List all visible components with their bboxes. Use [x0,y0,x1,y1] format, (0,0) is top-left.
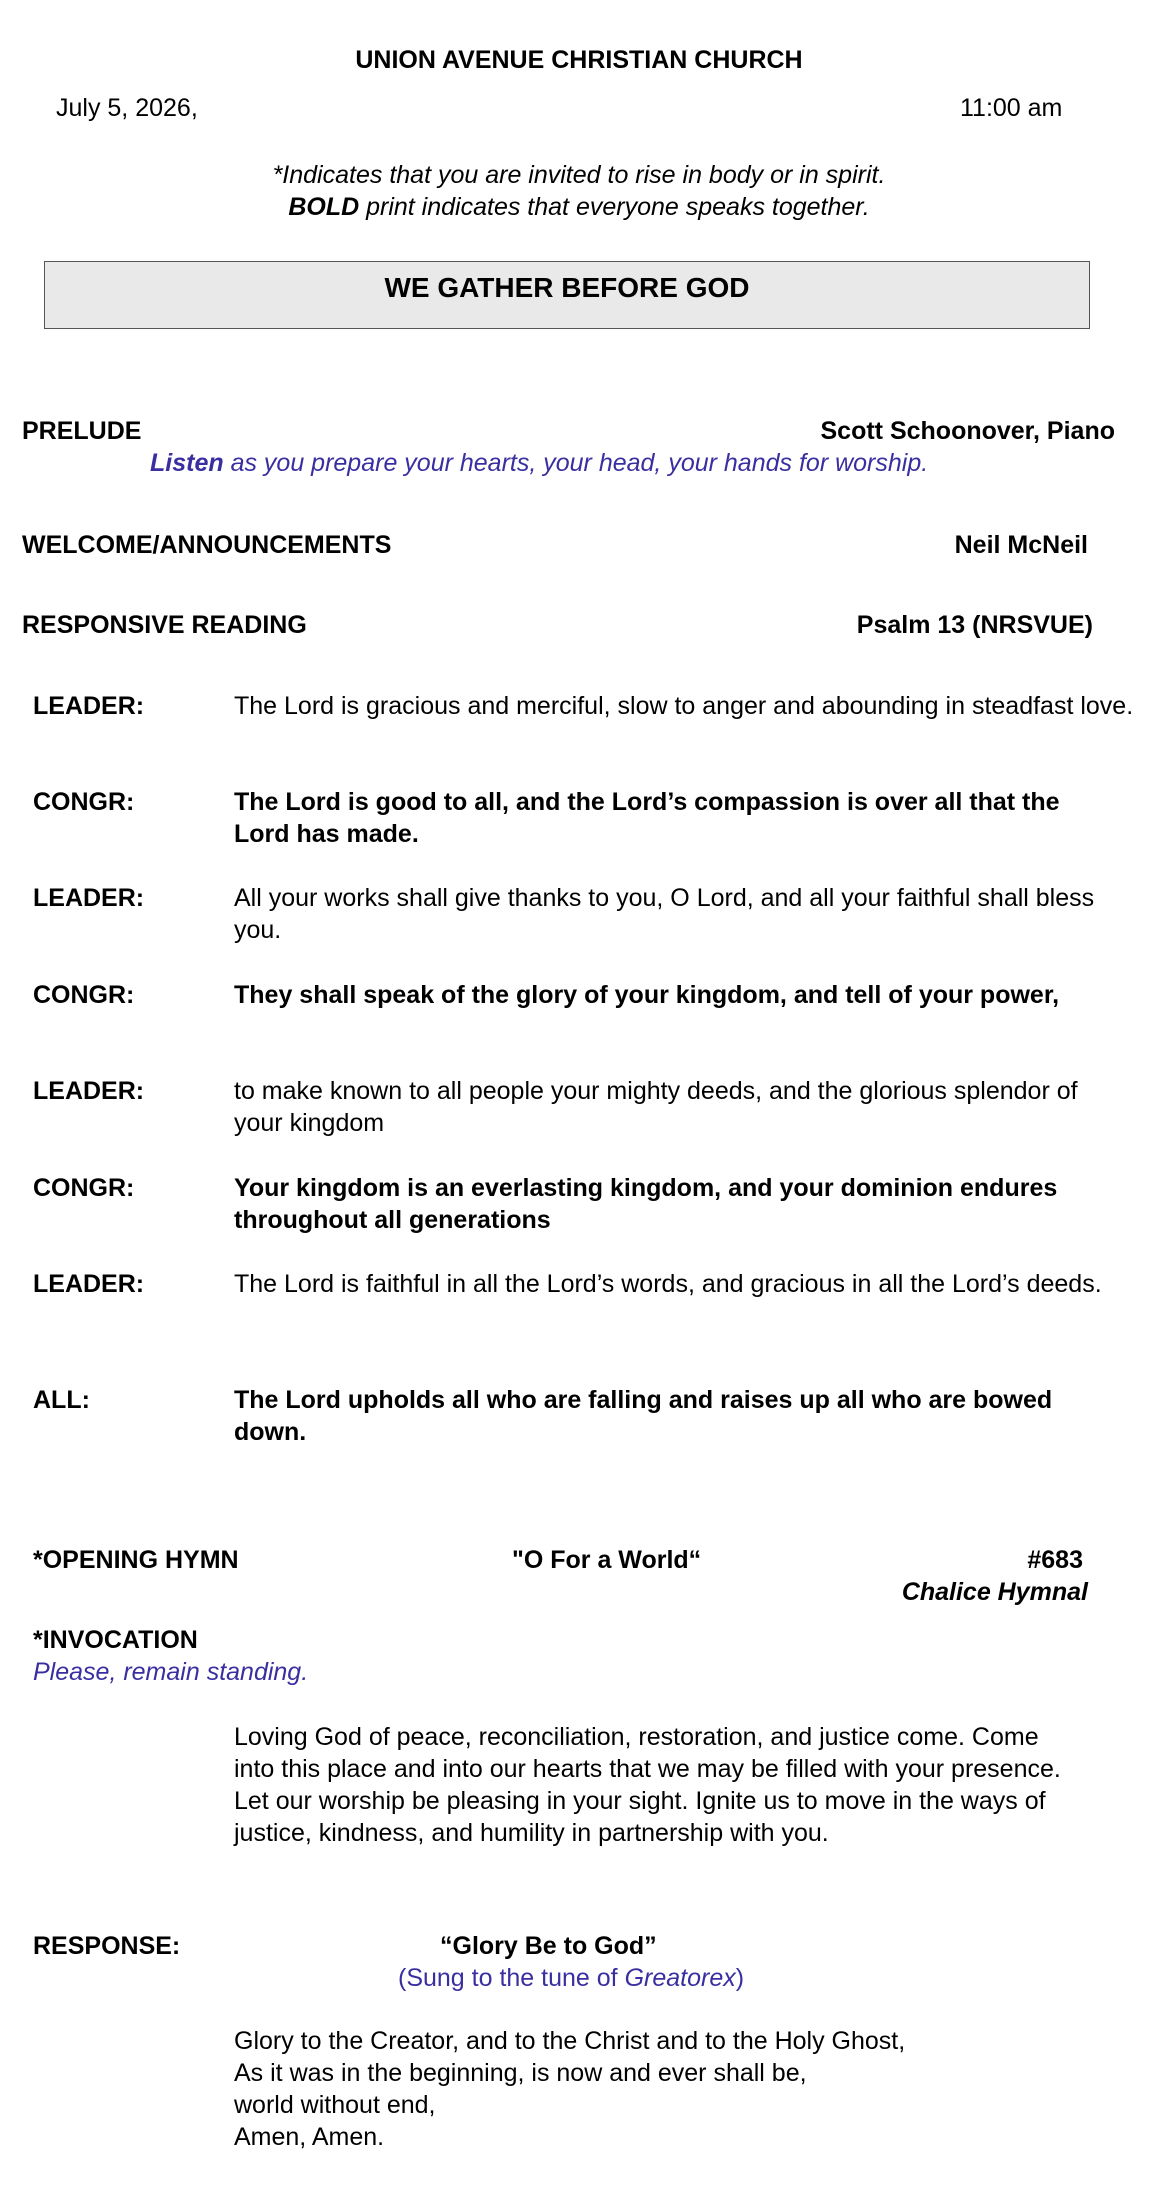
section-title: WE GATHER BEFORE GOD [384,272,750,303]
reading-role: LEADER: [33,692,145,720]
hymn-title: "O For a World“ [512,1546,702,1574]
reading-line-leader: The Lord is gracious and merciful, slow to anger and abounding in steadfast love. [234,692,1134,720]
section-banner [44,261,1090,329]
verse-line: Glory to the Creator, and to the Christ and to the Holy Ghost, [234,2027,906,2055]
prelude-performer: Scott Schoonover, Piano [820,417,1115,445]
reading-line-congregation: They shall speak of the glory of your kingdom, and tell of your power, [234,981,1060,1009]
reading-source: Psalm 13 (NRSVUE) [856,611,1093,639]
response-verses [234,2025,1114,2153]
reading-role: LEADER: [33,1077,145,1105]
reading-role: ALL: [33,1386,90,1414]
bold-note [0,191,1158,223]
reading-role: CONGR: [33,1174,135,1202]
reading-role: CONGR: [33,788,135,816]
bold-note-keyword: BOLD [288,193,360,221]
reading-line-congregation: The Lord is good to all, and the Lord’s compassion is over all that the Lord has made. [234,788,1060,848]
verse-line: As it was in the beginning, is now and ever shall be, [234,2059,807,2087]
reading-role: LEADER: [33,1270,145,1298]
response-label: RESPONSE: [33,1932,181,1960]
reading-line-leader: All your works shall give thanks to you, O Lord, and all your faithful shall bless you. [234,884,1095,944]
invocation-text: Loving God of peace, reconciliation, restoration, and justice come. Come into this place and into our hearts that we may be filled with your presence. Let our worship be pleasing in your sight. Ignite us to move in the ways of justice, kindness, and humility in partnership with you. [234,1723,1061,1847]
tune-name: Greatorex [624,1964,736,1992]
reading-line-leader: The Lord is faithful in all the Lord’s words, and gracious in all the Lord’s deeds. [234,1270,1102,1298]
welcome-label: WELCOME/ANNOUNCEMENTS [22,531,392,559]
verse-line: world without end, [234,2091,436,2119]
response-title: “Glory Be to God” [440,1932,657,1960]
rise-note: *Indicates that you are invited to rise in body or in spirit. [272,161,886,189]
tune-suffix: ) [735,1964,745,1992]
invocation-label: *INVOCATION [33,1626,198,1654]
church-name: UNION AVENUE CHRISTIAN CHURCH [355,46,803,74]
welcome-leader: Neil McNeil [954,531,1088,559]
hymn-label: *OPENING HYMN [33,1546,239,1574]
bold-note-text: print indicates that everyone speaks together. [359,193,870,221]
reading-line-congregation: Your kingdom is an everlasting kingdom, and your dominion endures throughout all generations [234,1174,1058,1234]
verse-line: Amen, Amen. [234,2123,385,2151]
reading-line-leader: to make known to all people your mighty deeds, and the glorious splendor of your kingdom [234,1077,1078,1137]
tune-prefix: (Sung to the tune of [398,1964,625,1992]
reading-label: RESPONSIVE READING [22,611,307,639]
prelude-note-emphasis: Listen [150,449,224,477]
prelude-label: PRELUDE [22,417,142,445]
reading-role: CONGR: [33,981,135,1009]
hymnal-name: Chalice Hymnal [901,1578,1088,1606]
service-time: 11:00 am [960,94,1063,122]
hymn-number: #683 [1027,1546,1083,1574]
reading-role: LEADER: [33,884,145,912]
invocation-note: Please, remain standing. [33,1658,309,1686]
prelude-note [150,447,928,479]
prelude-note-text: as you prepare your hearts, your head, your hands for worship. [223,449,929,477]
reading-line-all: The Lord upholds all who are falling and raises up all who are bowed down. [234,1386,1053,1446]
response-tune [398,1962,744,1994]
service-date: July 5, 2026, [56,94,198,122]
